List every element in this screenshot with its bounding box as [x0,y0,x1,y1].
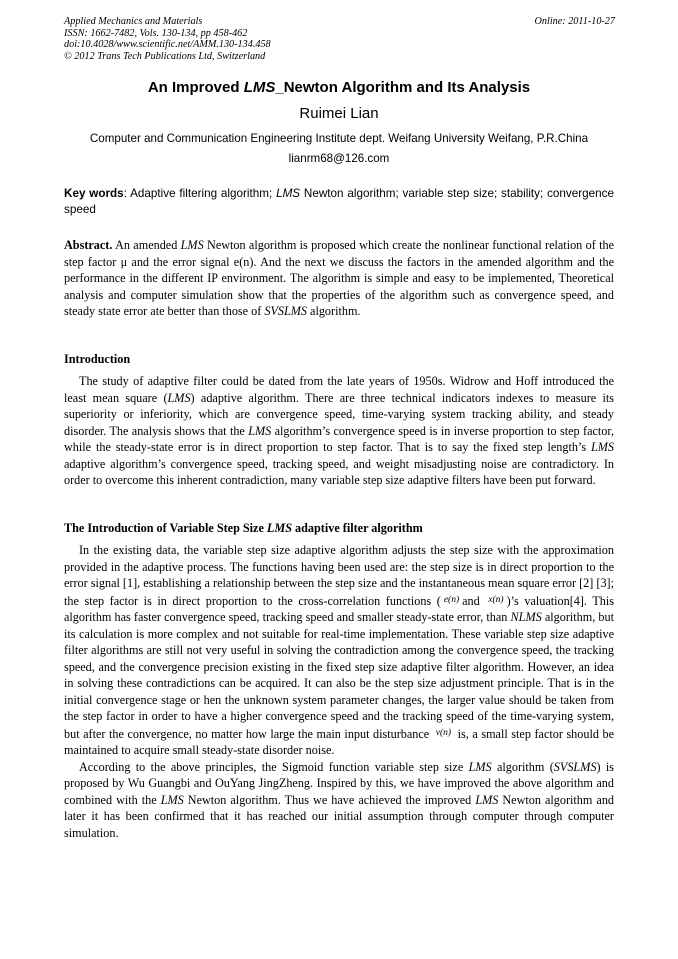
copyright-line: © 2012 Trans Tech Publications Ltd, Switzerland [64,50,266,62]
vss-heading [64,520,614,537]
abstract-text: An amended [112,238,181,252]
abstract-text: algorithm. [307,304,361,318]
keywords [64,186,614,217]
paragraph-text: According to the above principles, the Sigmoid function variable step size [79,759,469,774]
author-name: Ruimei Lian [299,105,379,122]
title-post: _Newton Algorithm and Its Analysis [275,79,531,96]
vss-paragraph-1 [64,542,614,759]
math-x-n: x(n) [488,594,504,605]
math-v-n: v(n) [435,727,452,738]
journal-header [64,16,271,62]
paragraph-italic: LMS [160,792,184,807]
paper-title [0,79,678,97]
introduction-paragraph [64,373,614,489]
vss-body [64,542,614,841]
title-italic: LMS [243,79,276,96]
math-e-n: e(n) [443,594,460,605]
paragraph-text: The study of adaptive filter could be dated from the late years of 1950s. Widrow and Hoff introduced the least mean square ( [64,374,614,405]
paragraph-italic: LMS [590,440,614,454]
keywords-text: Newton algorithm; variable step size; stability; convergence speed [64,187,614,216]
paragraph-text: and [462,593,486,608]
paragraph-text: )’s valuation[4]. This algorithm has faster convergence speed, tracking speed and smaller steady-state error, than [64,593,614,624]
title-pre: An Improved [147,79,244,96]
paragraph-italic: LMS [468,759,492,774]
paragraph-italic: NLMS [510,610,542,624]
abstract [64,237,614,320]
paragraph-text: algorithm’s convergence speed is in inverse proportion to step factor, while the steady-state error is in direct proportion to step factor. That is to say the fixed step length’s [64,423,614,454]
vss-paragraph-2 [64,759,614,842]
paragraph-italic: SVSLMS [553,759,597,774]
heading-text: The Introduction of Variable Step Size [64,521,267,535]
paragraph-text: algorithm, but its calculation is more complex and not suitable for real-time implementation. These variable step size adaptive filter algorithms are still not very useful in solving the contradiction among the convergence speed, the tracking speed, and the convergence precision existing in the fixed step size adaptive filter algorithm. However, an idea in solving these contradictions can be acquired. It can also be the step size adjustment principle. That is in the initial convergence stage or hen the unknown system parameter changes, the larger value should be taken from the step factor in order to have a higher convergence speed and the tracking speed of the time-varying system, but after the convergence, no matter how large the main input disturbance [64,610,614,741]
paragraph-text: ) adaptive algorithm. There are three technical indicators indexes to measure its superiority or inferiority, which are convergence speed, time-varying system tracking ability, and steady disorder. The analysis shows that the [64,390,614,438]
author-affiliation: Computer and Communication Engineering Institute dept. Weifang University Weifang, P.R.China [89,132,589,145]
keywords-label: Key words [64,187,124,200]
paragraph-text: adaptive algorithm’s convergence speed, tracking speed, and weight misadjusting noise are contradictory. In order to overcome this inherent contradiction, many variable step size adaptive filters have been put forward. [64,456,614,487]
paragraph-text: algorithm ( [491,759,554,774]
paragraph-text: Newton algorithm and later it has been confirmed that it has reached our initial assumption through computer through computer simulation. [64,792,615,840]
issn-line: ISSN: 1662-7482, Vols. 130-134, pp 458-462 [64,27,248,39]
keywords-italic: LMS [276,187,301,200]
paragraph-italic: LMS [475,792,499,807]
doi-line[interactable]: doi:10.4028/www.scientific.net/AMM.130-134.458 [64,39,271,51]
paragraph-italic: LMS [248,423,272,438]
heading-italic: LMS [266,521,292,535]
heading-text: adaptive filter algorithm [291,521,423,535]
abstract-text: Newton algorithm is proposed which create the nonlinear functional relation of the step factor μ and the error signal e(n). And the next we discuss the factors in the amended algorithm and the performance in the different IP environment. The algorithm is simple and easy to be implemented, Theoretical analysis and computer simulation show that the properties of the algorithm such as convergence speed, and steady state error ate better than those of [64,238,614,318]
online-date: Online: 2011-10-27 [534,16,615,27]
paragraph-italic: LMS [167,390,191,405]
paragraph-text: In the existing data, the variable step size adaptive algorithm adjusts the step size with the approximation provided in the adaptive process. The functions having been used are: the step size is in direct proportion to the error signal [1], establishing a relationship between the step size and the instantaneous mean square error [2] [3]; the step factor is in direct proportion to the cross-correlation functions ( [64,543,614,608]
abstract-label: Abstract. [64,238,113,252]
paragraph-text: is, a small step factor should be maintained to acquire small steady-state disorder noise. [64,726,615,757]
abstract-italic: SVSLMS [264,304,307,318]
journal-name: Applied Mechanics and Materials [64,16,203,27]
author-email[interactable]: lianrm68@126.com [288,152,390,165]
abstract-italic: LMS [180,238,204,252]
introduction-heading: Introduction [64,352,131,366]
paragraph-text: ) is proposed by Wu Guangbi and OuYang JingZheng. Inspired by this, we have improved the above algorithm and combined with the [64,759,614,807]
keywords-text: : Adaptive filtering algorithm; [123,187,277,200]
paragraph-text: Newton algorithm. Thus we have achieved the improved [183,792,476,807]
